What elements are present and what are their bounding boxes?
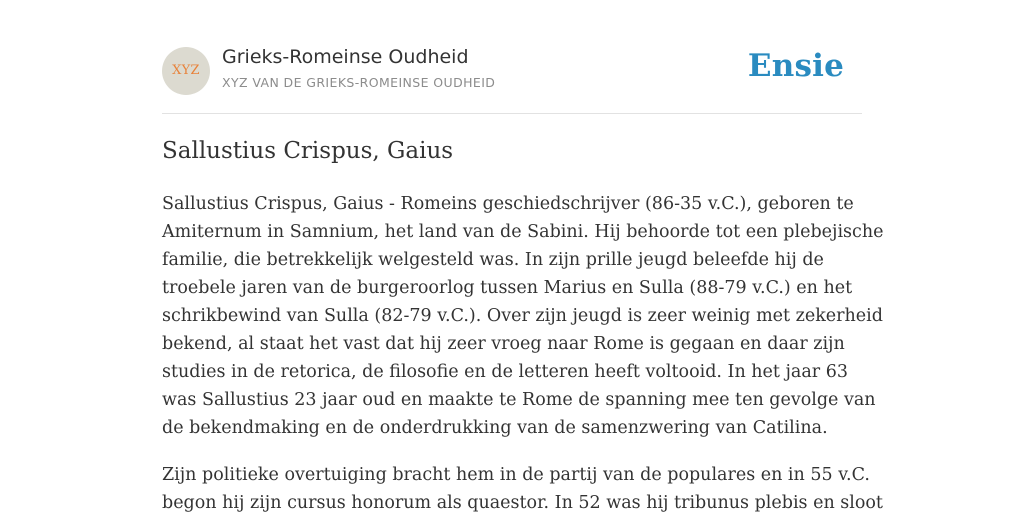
text-line: Sallustius Crispus, Gaius - Romeins geschiedschrijver (86-35 v.C.), geboren te <box>162 194 854 214</box>
text-line: was Sallustius 23 jaar oud en maakte te Rome de spanning mee ten gevolge van <box>162 390 876 410</box>
text-line: studies in de retorica, de filosofie en de letteren heeft voltooid. In het jaar 63 <box>162 362 848 382</box>
header <box>162 46 862 96</box>
publication-subtitle: XYZ VAN DE GRIEKS-ROMEINSE OUDHEID <box>222 75 496 90</box>
header-divider <box>162 113 862 114</box>
text-line: familie, die betrekkelijk welgesteld was. In zijn prille jeugd beleefde hij de <box>162 250 824 270</box>
article-title: Sallustius Crispus, Gaius <box>162 138 454 164</box>
ensie-logo[interactable]: Ensie <box>747 48 844 84</box>
avatar[interactable]: XYZ <box>162 47 210 95</box>
paragraph <box>162 461 883 512</box>
text-line: Amiternum in Samnium, het land van de Sabini. Hij behoorde tot een plebejische <box>162 222 884 242</box>
text-line: bekend, al staat het vast dat hij zeer vroeg naar Rome is gegaan en daar zijn <box>162 334 845 354</box>
paragraph <box>162 190 884 442</box>
article-body <box>162 190 884 512</box>
text-line: de bekendmaking en de onderdrukking van de samenzwering van Catilina. <box>162 418 828 438</box>
text-line: Zijn politieke overtuiging bracht hem in de partij van de populares en in 55 v.C. <box>162 465 870 485</box>
text-line: schrikbewind van Sulla (82-79 v.C.). Over zijn jeugd is zeer weinig met zekerheid <box>162 306 883 326</box>
text-line: troebele jaren van de burgeroorlog tussen Marius en Sulla (88-79 v.C.) en het <box>162 278 853 298</box>
text-line: begon hij zijn cursus honorum als quaestor. In 52 was hij tribunus plebis en sloot <box>162 493 883 512</box>
publication-title[interactable]: Grieks-Romeinse Oudheid <box>222 46 469 68</box>
